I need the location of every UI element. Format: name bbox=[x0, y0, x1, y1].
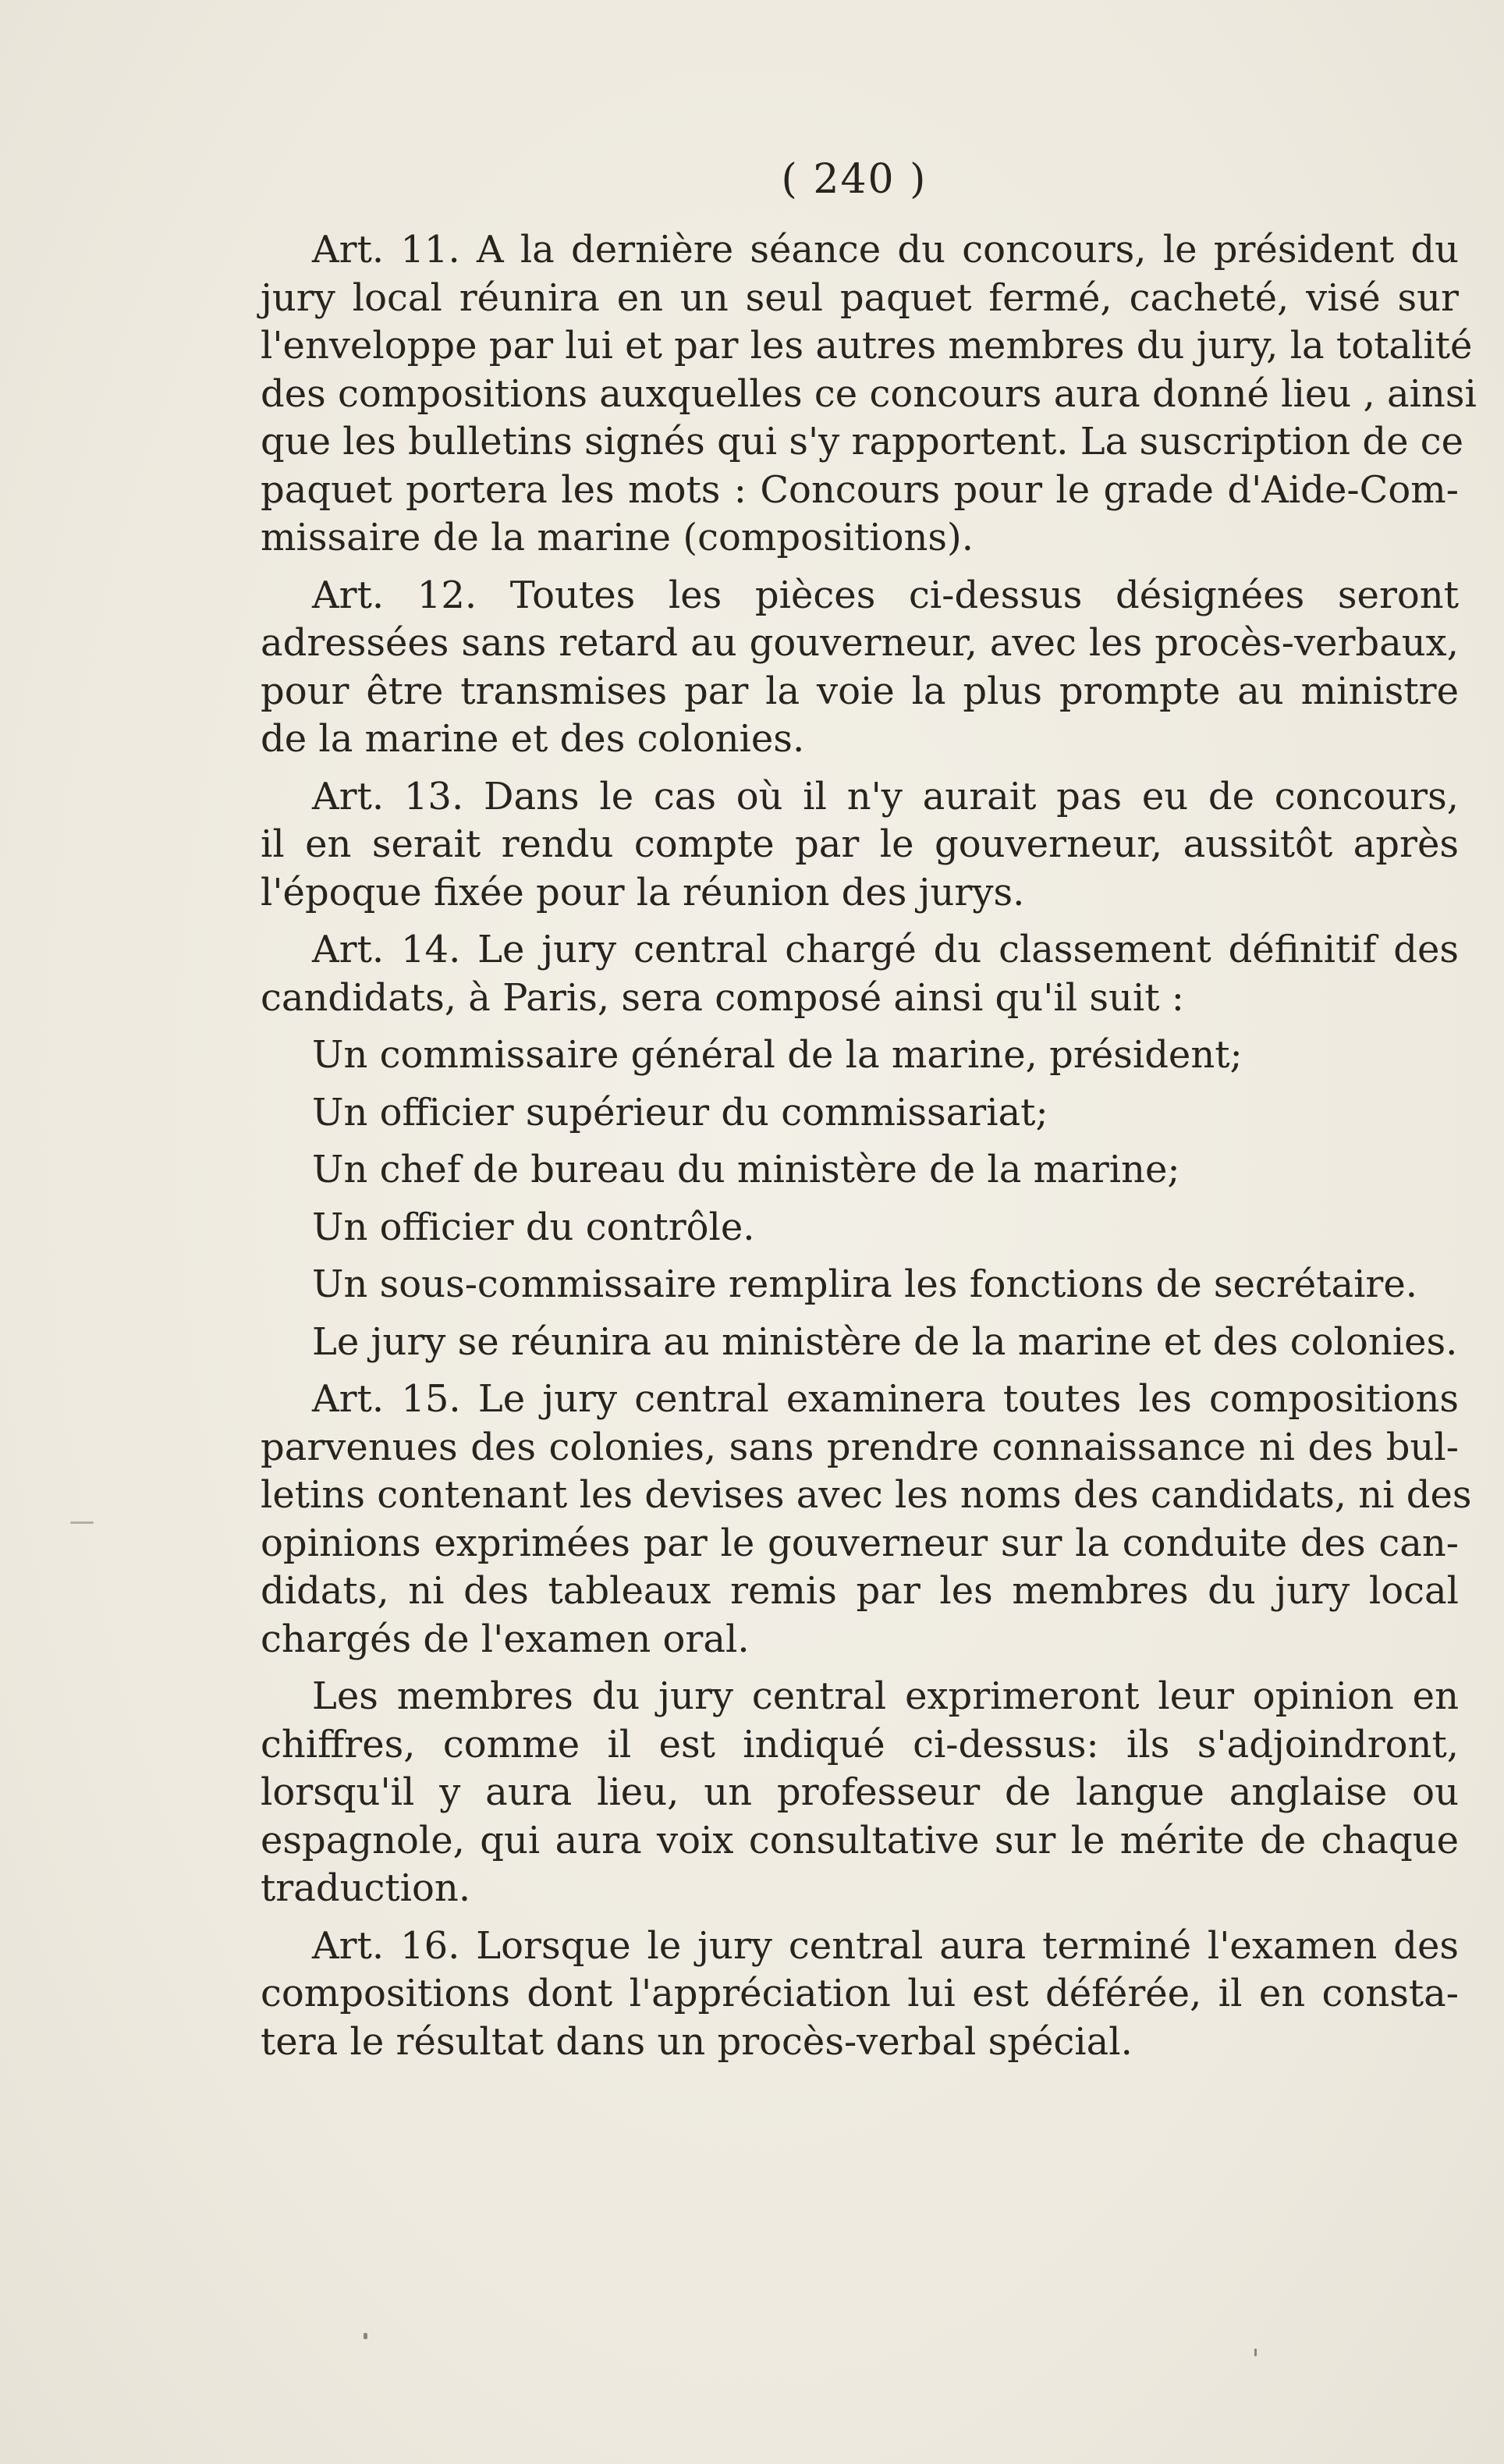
text-line: adressées sans retard au gouverneur, avec les procès-verbaux, bbox=[261, 621, 1459, 665]
text-line: tera le résultat dans un procès-verbal spécial. bbox=[261, 2019, 1133, 2064]
jury-member: Un sous-commissaire remplira les fonctions de secrétaire. bbox=[312, 1262, 1418, 1306]
paragraph-members bbox=[261, 1673, 1459, 1913]
text-line: parvenues des colonies, sans prendre connaissance ni des bul- bbox=[261, 1425, 1459, 1469]
text-line: didats, ni des tableaux remis par les membres du jury local bbox=[261, 1569, 1459, 1613]
jury-member: Le jury se réunira au ministère de la marine et des colonies. bbox=[312, 1319, 1458, 1364]
article-13 bbox=[261, 773, 1459, 918]
text-line: il en serait rendu compte par le gouverneur, aussitôt après bbox=[261, 822, 1459, 866]
text-line: l'enveloppe par lui et par les autres membres du jury, la totalité bbox=[261, 324, 1473, 367]
jury-member: Un commissaire général de la marine, président; bbox=[312, 1033, 1243, 1077]
jury-member: Un chef de bureau du ministère de la marine; bbox=[312, 1148, 1180, 1191]
text-line: paquet portera les mots : Concours pour le grade d'Aide-Com- bbox=[261, 467, 1459, 512]
text-line: jury local réunira en un seul paquet fermé, cacheté, visé sur bbox=[261, 275, 1459, 320]
scan-speck bbox=[70, 1521, 94, 1524]
text-line: pour être transmises par la voie la plus prompte au ministre bbox=[261, 669, 1459, 713]
text-line: chiffres, comme il est indiqué ci-dessus: ils s'adjoindront, bbox=[261, 1722, 1459, 1766]
text-line: Art. 15. Le jury central examinera toutes les compositions bbox=[312, 1377, 1459, 1421]
text-line: espagnole, qui aura voix consultative sur le mérite de chaque bbox=[261, 1818, 1459, 1862]
jury-member: Un officier du contrôle. bbox=[312, 1205, 755, 1249]
page-number: ( 240 ) bbox=[781, 156, 928, 203]
text-line: candidats, à Paris, sera composé ainsi qu'il suit : bbox=[261, 975, 1184, 1020]
text-line: chargés de l'examen oral. bbox=[261, 1617, 750, 1661]
body-text bbox=[261, 226, 1477, 2066]
text-line: missaire de la marine (compositions). bbox=[261, 516, 974, 559]
jury-member: Un officier supérieur du commissariat; bbox=[312, 1090, 1048, 1134]
text-line: opinions exprimées par le gouverneur sur la conduite des can- bbox=[261, 1521, 1459, 1565]
text-line: Art. 11. A la dernière séance du concours, le président du bbox=[312, 228, 1459, 272]
text-line: des compositions auxquelles ce concours aura donné lieu , ainsi bbox=[261, 371, 1477, 416]
text-line: de la marine et des colonies. bbox=[261, 717, 805, 761]
text-line: letins contenant les devises avec les noms des candidats, ni des bbox=[261, 1473, 1472, 1517]
article-15 bbox=[261, 1376, 1472, 1663]
scan-speck bbox=[364, 2333, 367, 2339]
text-line: compositions dont l'appréciation lui est déférée, il en consta- bbox=[261, 1972, 1459, 2015]
scan-speck bbox=[1254, 2349, 1257, 2356]
article-14 bbox=[261, 926, 1459, 1022]
text-line: Art. 12. Toutes les pièces ci-dessus désignées seront bbox=[312, 573, 1459, 617]
text-line: Art. 13. Dans le cas où il n'y aurait pas eu de concours, bbox=[312, 774, 1459, 818]
text-line: que les bulletins signés qui s'y rapportent. La suscription de ce bbox=[261, 420, 1464, 463]
text-line: Art. 16. Lorsque le jury central aura terminé l'examen des bbox=[312, 1923, 1459, 1968]
jury-member-list bbox=[261, 1031, 1459, 1366]
article-16 bbox=[261, 1923, 1459, 2067]
text-line: Art. 14. Le jury central chargé du classement définitif des bbox=[312, 928, 1459, 971]
article-12 bbox=[261, 572, 1459, 764]
text-line: traduction. bbox=[261, 1866, 471, 1910]
text-line: lorsqu'il y aura lieu, un professeur de langue anglaise ou bbox=[261, 1770, 1459, 1814]
text-line: Les membres du jury central exprimeront leur opinion en bbox=[312, 1674, 1459, 1718]
article-11 bbox=[261, 226, 1477, 563]
text-line: l'époque fixée pour la réunion des jurys. bbox=[261, 870, 1025, 914]
